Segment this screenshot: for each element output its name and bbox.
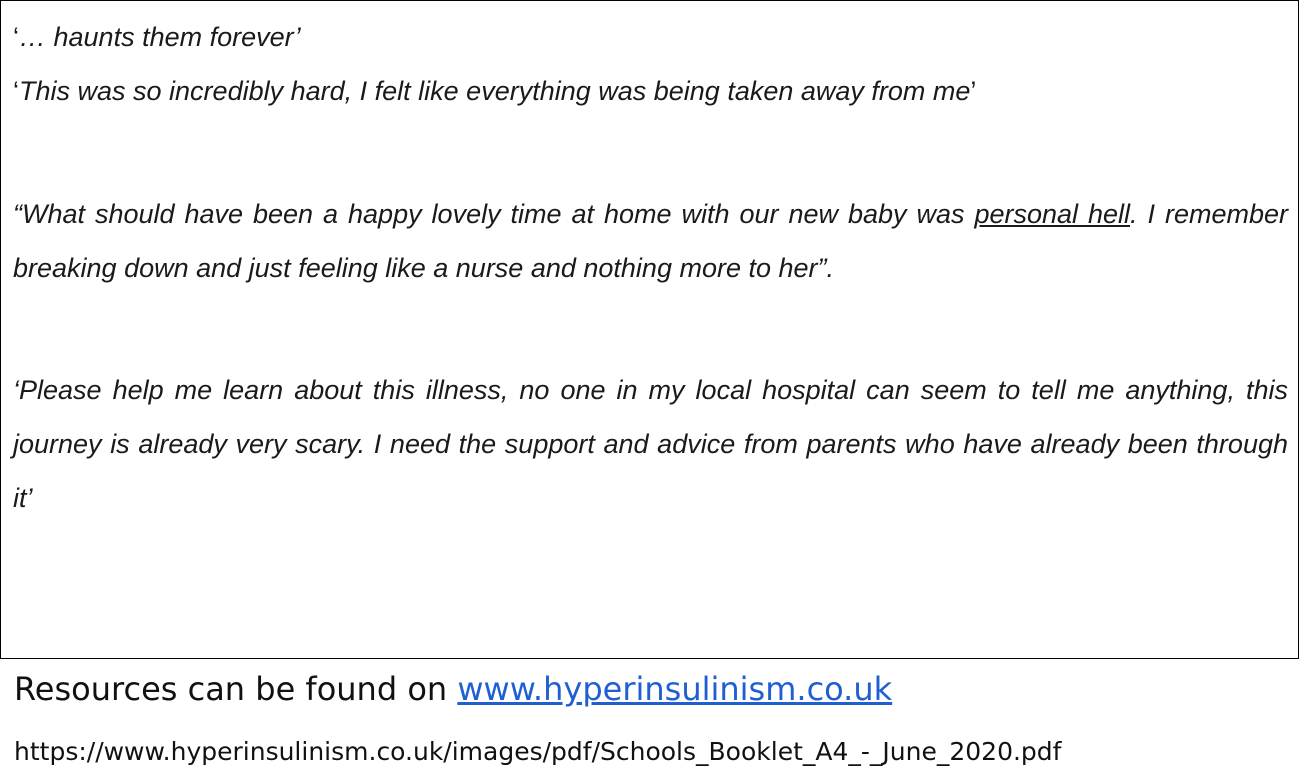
resources-line (14, 666, 892, 712)
quote-personal-hell (13, 187, 1288, 295)
quote-open-mark: ‘ (13, 76, 19, 106)
resources-prefix: Resources can be found on (14, 670, 458, 708)
quote-text: ‘Please help me learn about this illness, no one in my local hospital can seem to tell me anything, this journey is already very scary. I need the support and advice from parents who have already been through it’ (13, 375, 1288, 513)
quote-help-me-learn (13, 363, 1288, 525)
quote-text: This was so incredibly hard, I felt like everything was being taken away from me (19, 76, 971, 106)
quote-open-mark: ‘ (13, 22, 19, 52)
quote-text: … haunts them forever’ (19, 22, 301, 52)
quote-underlined-phrase: personal hell (974, 199, 1131, 229)
quote-text-before: “What should have been a happy lovely time at home with our new baby was (13, 199, 975, 229)
quote-haunts (13, 10, 1288, 64)
quote-close-mark: ’ (970, 76, 977, 106)
quote-incredibly-hard (13, 64, 1288, 118)
source-url: https://www.hyperinsulinism.co.uk/images/pdf/Schools_Booklet_A4_-_June_2020.pdf (14, 737, 1062, 766)
quote-text-after: . I remember breaking down and just feeling like a nurse and nothing more to her”. (13, 199, 1288, 283)
resources-link[interactable]: www.hyperinsulinism.co.uk (457, 670, 893, 708)
